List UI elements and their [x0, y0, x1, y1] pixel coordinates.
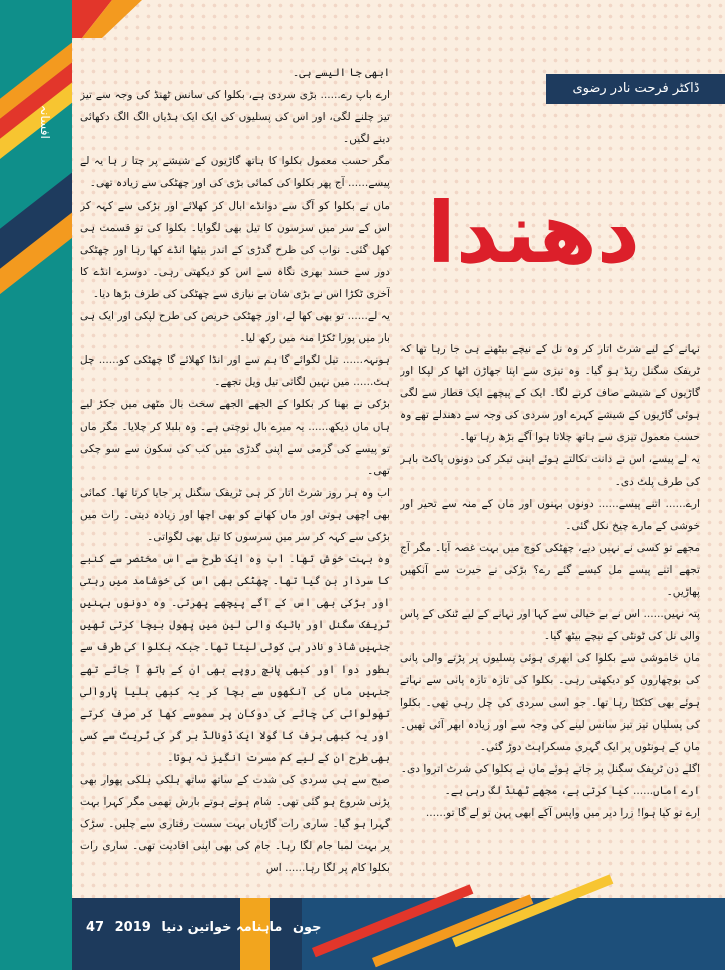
paragraph: صبح سے ہی سردی کی شدت کے ساتھ ساتھ ہلکی ہلکی پھوار بھی پڑنی شروع ہو گئی تھی۔ شام ہوتے ہوتے بارش تھمی مگر کہرا بہت گہرا ہو گیا۔ ساری رات گاڑیاں بہت سست رفتاری سے چلیں۔ سڑک پر بہت لمبا جام لگا رہا۔ جام کی بھی اپنی افادیت تھی۔ ساری رات بکلوا کام پر لگا رہا...... اس — [80, 774, 390, 875]
paragraph: پتہ نہیں...... اس نے بے خیالی سے کہا اور نہانے کے لیے ٹنکی کے پاس والی نل کی ٹونٹی کے نیچے بیٹھ گیا۔ — [400, 608, 700, 643]
paragraph: بڑکی نے بھنا کر بکلوا کے الجھے الجھے سخت بال مٹھی میں جکڑ لیے ہاں ماں دیکھ...... یہ میرے بال نوچتی ہے۔ وہ بلبلا کر چلایا۔ مگر ماں تو پیسے کی گرمی سے اپنی گدڑی میں کب کی سکون سے سو چکی تھی۔ — [80, 398, 390, 477]
author-name-box: ڈاکٹر فرحت نادر رضوی — [546, 74, 725, 104]
issue-month: جون — [292, 920, 322, 935]
story-title: دھندا — [427, 184, 640, 282]
magazine-name: ماہنامہ خواتین دنیا — [161, 920, 283, 935]
text-column-right — [400, 338, 700, 878]
footer-teal-corner — [0, 880, 72, 970]
paragraph: ابھی جا الیسے ہی۔ — [292, 67, 390, 79]
text-column-left — [80, 62, 390, 890]
paragraph: ماں خاموشی سے بکلوا کی ابھری ہوئی پسلیوں پر پڑتے والی پانی کی بوچھاروں کو دیکھتی رہی۔ بکلوا کی تازہ تازہ پانی سے نہاتے ہوئے بھی کٹکٹا رہا تھا۔ جو اسی سردی کی چل رہی تھی۔ بکلوا کی پسلیاں تیز تیز سانس لینے کی وجہ سے اور زیادہ ابھر آئی تھیں۔ ماں کے ہونٹوں پر ایک گہری مسکراہٹ دوڑ گئی۔ — [400, 652, 700, 753]
footer-info — [86, 920, 328, 935]
paragraph: ماں نے بکلوا کو آگ سے دوانڈے ابال کر کھلائے اور بڑکی سے کہہ کر اس کے سر میں سرسوں کا تیل بھی لگوایا۔ بکلوا کی تو قسمت ہی کھل گئی۔ نواب کی طرح گدڑی کے اندر بیٹھا انڈے کھا رہا اور چھٹکی دور سے حسد بھری نگاہ سے اس کو دیکھتی رہی۔ دوسرے انڈے کا آخری ٹکڑا اس نے بڑی شان بے نیازی سے چھٹکی کی طرف بڑھا دیا۔ — [80, 199, 390, 300]
issue-year: 2019 — [114, 920, 151, 935]
paragraph: اگلے دن ٹریفک سگنل پر جاتے ہوئے ماں نے بکلوا کی شرٹ اتروا دی۔ — [400, 762, 700, 775]
paragraph: مگر حسب معمول بکلوا کا ہاتھ گاڑیوں کے شیشے پر چتا ر ہا یہ لے پیسے...... آج پھر بکلوا کی کمائی بڑی کی اور چھٹکی سے زیادہ تھی۔ — [80, 155, 390, 190]
paragraph: ارے تو کیا ہوا! زرا دیر میں واپس آکے ابھی پہن تو لے گا تو...... — [425, 806, 700, 819]
left-decorative-strip — [0, 0, 72, 970]
section-label: افسانہ — [38, 105, 52, 139]
paragraph: مجھے تو کسی نے نہیں دیے، چھٹکی کوچ میں بہت غصہ آیا۔ مگر آج تجھے اتنے پیسے مل کیسے گئے رے؟ بڑکی نے حیرت سے آنکھیں پھاڑیں۔ — [400, 541, 700, 599]
paragraph: یہ لے پیسے، اس نے دانت نکالتے ہوئے اپنی نیکر کی دونوں پاکٹ باہر کی طرف پلٹ دی۔ — [400, 453, 700, 488]
paragraph: یہ لے...... تو بھی کھا لے، اور چھٹکی حریص کی طرح لپکی اور ایک ہی بار میں پورا ٹکڑا منہ میں رکھ لیا۔ — [80, 310, 390, 345]
paragraph: اب وہ ہر روز شرٹ اتار کر ہی ٹریفک سگنل پر جایا کرتا تھا۔ کمائی بھی اچھی ہوتی اور ماں کھانے کو بھی اچھا اور زیادہ دیتی۔ رات میں بڑکی سے کہہ کر سر میں سرسوں کا تیل بھی لگواتی۔ — [80, 486, 390, 543]
paragraph: ارے اماں...... کیا کرتی ہے، مجھے ٹھنڈ لگ رہی ہے۔ — [444, 784, 700, 797]
page-number: 47 — [86, 920, 105, 935]
top-decorative-bar — [72, 0, 725, 38]
paragraph: ارے...... اتنے پیسے...... دونوں بہنوں اور ماں کے منہ سے تحیر اور خوشی کے مارے چیخ نکل گئی۔ — [400, 497, 700, 532]
paragraph: نہانے کے لیے شرٹ اتار کر وہ نل کے نیچے بیٹھنے ہی جا رہا تھا کہ ٹریفک سگنل ریڈ ہو گیا۔ وہ تیزی سے اپنا جھاڑن اٹھا کر لپکا اور گاڑیوں کے شیشے صاف کرنے لگا۔ ایک کے پیچھے ایک قطار سے لگی ہوئی گاڑیوں کے شیشے کہرے اور سردی کی وجہ سے دھندلے تھے وہ حسب معمول تیزی سے ہاتھ چلاتا ہوا آگے بڑھ رہا تھا۔ — [400, 343, 700, 444]
page-footer — [72, 898, 725, 970]
paragraph: ارے باپ رے...... بڑی سردی ہے، بکلوا کی سانس ٹھنڈ کی وجہ سے تیز تیز چلنے لگی، اور اس کی پسلیوں کی ایک ایک ہڈیاں الگ الگ دکھائی دینے لگیں۔ — [80, 89, 390, 146]
paragraph: ہونہہ...... تیل لگوائے گا ہم سے اور انڈا کھلائے گا چھٹکی کو...... چل ہٹ...... میں نہیں لگاتی تیل ویل تجھے۔ — [80, 354, 390, 389]
paragraph: وہ بہت خوش تھا۔ اب وہ ایک طرح سے اس مختصر سے کنبے کا سردار بن گیا تھا۔ چھٹکی بھی اس کی خوشامد میں رہتی اور بڑکی بھی اس کے آگے پیچھے پھرتی۔ وہ دونوں بہنیں ٹریفک سگنل اور بائیک والی لین میں پھول بیچا کرتی تھیں جنہیں شاذ و نادر ہی کوئی لیتا تھا۔ جبکہ بکلوا کی طرف سے بطور دوا اور کبھی پانچ روپے بھی ان کے ہاتھ آ جاتے تھے جنہیں ماں کی آنکھوں سے بچا کر یہ کبھی بلیا پاروالی تھولوائی کی چائے کی دوکان پر سموسے کھا کر صرف کرتے اور یہ کبھی برف کا گولا ایک ڈونالڈ بر گر کی ٹریٹ سے کسی بھی طرح ان کے لیے کم مسرت انگیز نہ ہوتا۔ — [80, 553, 390, 764]
